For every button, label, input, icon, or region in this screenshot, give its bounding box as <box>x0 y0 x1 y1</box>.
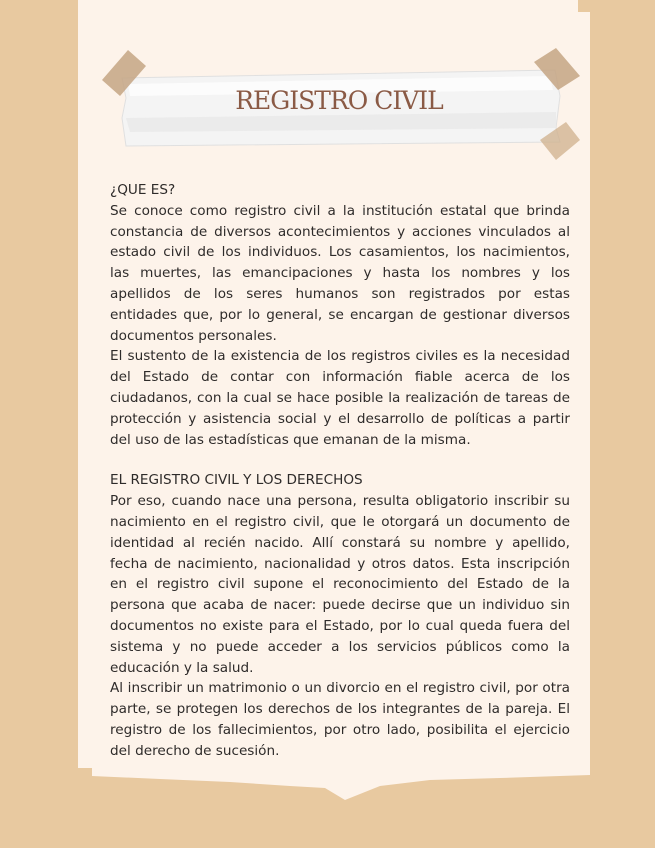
paragraph: Se conoce como registro civil a la institución estatal que brinda constancia de diversos acontecimientos y acciones vinculados al estado civil de los individuos. Los casamientos, los nacimientos, las muertes, las emancipaciones y hasta los nombres y los apellidos de los seres humanos son registrados por estas entidades que, por lo general, se encargan de gestionar diversos documentos personales. <box>110 202 570 344</box>
page-title: REGISTRO CIVIL <box>235 86 443 115</box>
paragraph: Por eso, cuando nace una persona, resulta obligatorio inscribir su nacimiento en el registro civil, que le otorgará un documento de identidad al recién nacido. Allí constará su nombre y apellido, fecha de nacimiento, nacionalidad y otros datos. Esta inscripción en el registro civil supone el reconocimiento del Estado de la persona que acaba de nacer: puede decirse que un individuo sin documentos no existe para el Estado, por lo cual queda fuera del sistema y no puede acceder a los servicios públicos como la educación y la salud. <box>110 493 570 676</box>
paragraph: El sustento de la existencia de los registros civiles es la necesidad del Estado de contar con información fiable acerca de los ciudadanos, con la cual se hace posible la realización de tareas de protección y asistencia social y el desarrollo de políticas a partir del uso de las estadísticas que emanan de la misma. <box>110 348 570 448</box>
document-body <box>110 180 570 762</box>
section-heading-que-es: ¿QUE ES? <box>110 182 176 198</box>
paragraph: Al inscribir un matrimonio o un divorcio en el registro civil, por otra parte, se protegen los derechos de los integrantes de la pareja. El registro de los fallecimientos, por otro lado, posibilita el ejercicio del derecho de sucesión. <box>110 680 570 759</box>
section-heading-derechos: EL REGISTRO CIVIL Y LOS DERECHOS <box>110 472 363 489</box>
